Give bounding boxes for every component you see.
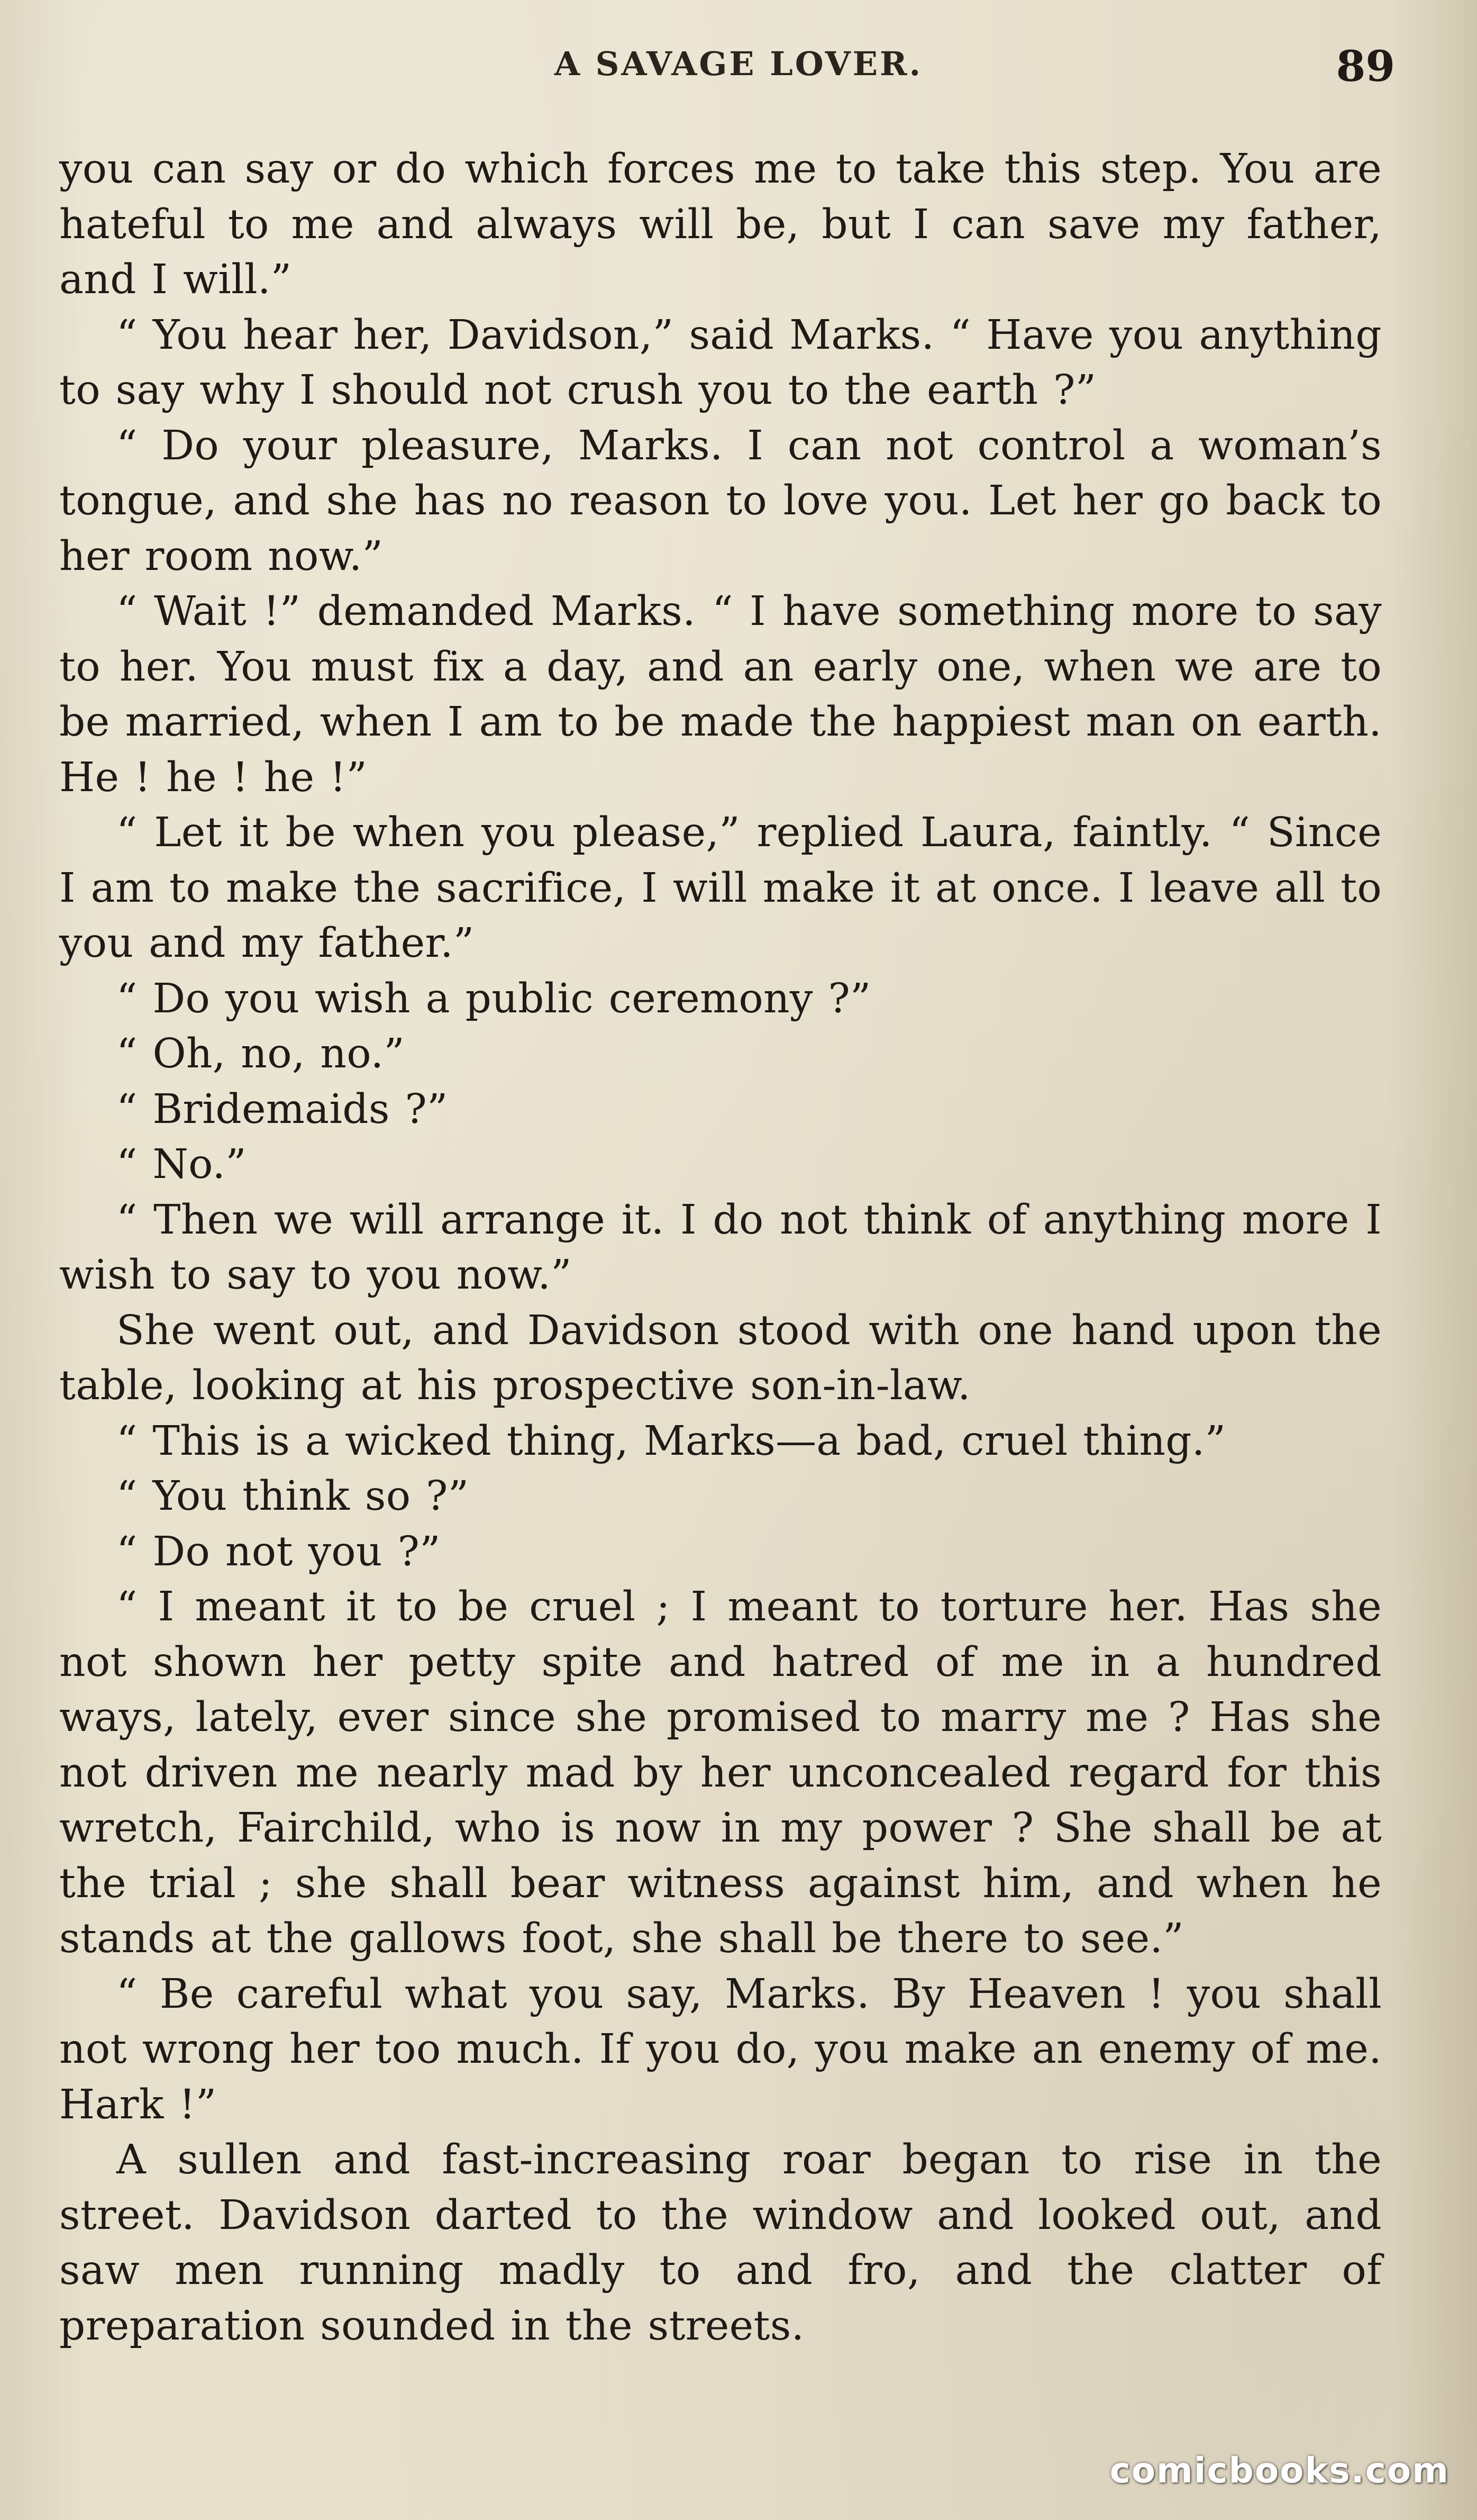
- paragraph: “ I meant it to be cruel ; I meant to torture her. Has she not shown her petty spite and hatred of me in a hundred ways, lately, ever since she promised to marry me ? Has she not driven me nearly mad by her unconcealed regard for this wretch, Fairchild, who is now in my power ? She shall be at the trial ; she shall bear witness against him, and when he stands at the gallows foot, she shall be there to see.”: [59, 1583, 1382, 1962]
- paragraph: “ Wait !” demanded Marks. “ I have something more to say to her. You must fix a day, and an early one, when we are to be married, when I am to be made the happiest man on earth. He ! he ! he !”: [59, 588, 1382, 801]
- paragraph: A sullen and fast-increasing roar began to rise in the street. Davidson darted to the window and looked out, and saw men running madly to and fro, and the clatter of preparation sounded in the streets.: [59, 2136, 1382, 2350]
- paragraph: “ Let it be when you please,” replied Laura, faintly. “ Since I am to make the sacrifice, I will make it at once. I leave all to you and my father.”: [59, 809, 1382, 967]
- paragraph: “ Do you wish a public ceremony ?”: [116, 975, 871, 1022]
- paragraph: you can say or do which forces me to take this step. You are hateful to me and always will be, but I can save my father, and I will.”: [59, 146, 1382, 303]
- watermark: comicbooks.com: [1109, 2450, 1449, 2491]
- body-text: [59, 142, 1382, 2354]
- paragraph: “ This is a wicked thing, Marks—a bad, cruel thing.”: [116, 1417, 1226, 1465]
- paragraph: “ Do not you ?”: [116, 1528, 441, 1575]
- paragraph: “ Bridemaids ?”: [116, 1085, 448, 1133]
- running-title: A SAVAGE LOVER.: [554, 44, 923, 83]
- paragraph: “ Do your pleasure, Marks. I can not control a woman’s tongue, and she has no reason to love you. Let her go back to her room now.”: [59, 422, 1382, 580]
- paragraph: “ Then we will arrange it. I do not think of anything more I wish to say to you now.”: [59, 1196, 1382, 1299]
- paragraph: “ Be careful what you say, Marks. By Heaven ! you shall not wrong her too much. If you do, you make an enemy of me. Hark !”: [59, 1970, 1382, 2128]
- paragraph: “ No.”: [116, 1141, 247, 1188]
- page-header: [0, 41, 1477, 94]
- paragraph: “ You hear her, Davidson,” said Marks. “ Have you anything to say why I should not crush you to the earth ?”: [59, 311, 1382, 414]
- paragraph: “ You think so ?”: [116, 1473, 469, 1520]
- page-number: 89: [1336, 41, 1395, 91]
- paragraph: She went out, and Davidson stood with one hand upon the table, looking at his prospective son-in-law.: [59, 1307, 1382, 1409]
- paragraph: “ Oh, no, no.”: [116, 1030, 405, 1077]
